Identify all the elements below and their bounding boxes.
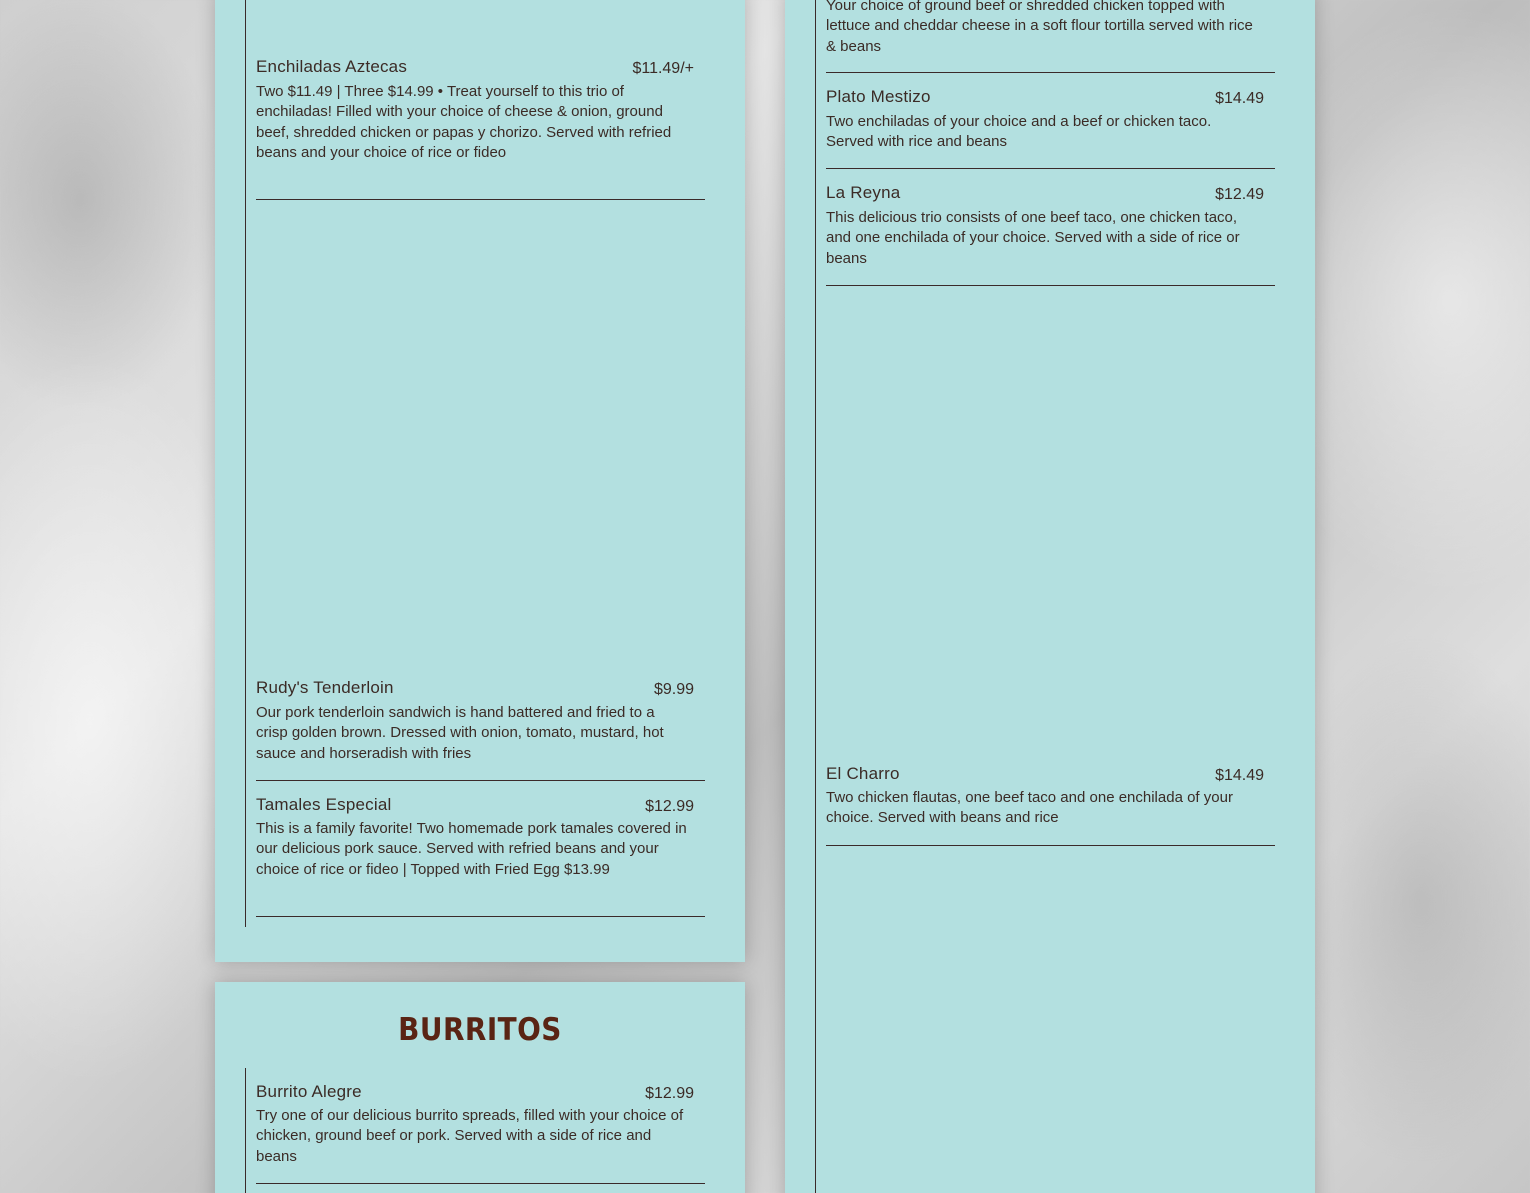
item-divider <box>826 72 1275 73</box>
item-divider <box>256 780 705 781</box>
menu-item-description: Two chicken flautas, one beef taco and one enchilada of your choice. Served with beans and rice <box>826 789 1233 827</box>
menu-item-price: $9.99 <box>653 681 694 698</box>
item-divider <box>826 845 1275 846</box>
menu-item-name: Rudy's Tenderloin <box>256 678 394 697</box>
menu-item-description: This delicious trio consists of one beef taco, one chicken taco, and one enchilada of your choice. Served with a side of rice or beans <box>826 209 1240 267</box>
menu-item-price: $12.99 <box>645 798 694 815</box>
menu-item-price: $14.49 <box>1215 90 1264 107</box>
menu-item-name: Plato Mestizo <box>826 87 931 106</box>
item-divider <box>826 285 1275 286</box>
item-divider <box>256 916 705 917</box>
item-divider <box>256 199 705 200</box>
menu-item-description: Two enchiladas of your choice and a beef or chicken taco. Served with rice and beans <box>826 113 1212 151</box>
menu-item-price: $14.49 <box>1215 767 1264 784</box>
vertical-rule <box>245 0 246 927</box>
menu-item-description: Two $11.49 | Three $14.99 • Treat yourself to this trio of enchiladas! Filled with your choice of cheese & onion, ground beef, shredded chicken or papas y chorizo. Served with refried beans and your choice of rice or fideo <box>256 83 672 161</box>
vertical-rule <box>245 1068 246 1193</box>
menu-item-name: Enchiladas Aztecas <box>256 57 408 76</box>
item-divider <box>826 168 1275 169</box>
menu-item-name: El Charro <box>826 764 900 783</box>
menu-item-name: Burrito Alegre <box>256 1082 362 1101</box>
section-title-burritos: BURRITOS <box>398 1012 562 1048</box>
vertical-rule <box>815 0 816 1193</box>
menu-panel-right <box>785 0 1315 1193</box>
menu-item-description: This is a family favorite! Two homemade pork tamales covered in our delicious pork sauce. Served with refried beans and your choice of rice or fideo | Topped with Fried Egg $13.99 <box>256 820 687 878</box>
menu-item-description: Your choice of ground beef or shredded chicken topped with lettuce and cheddar cheese in a soft flour tortilla served with rice & beans <box>826 0 1253 55</box>
menu-item-name: La Reyna <box>826 183 901 202</box>
menu-item-description: Our pork tenderloin sandwich is hand battered and fried to a crisp golden brown. Dressed with onion, tomato, mustard, hot sauce and horseradish with fries <box>256 704 664 762</box>
menu-item-description: Try one of our delicious burrito spreads, filled with your choice of chicken, ground beef or pork. Served with a side of rice and beans <box>256 1107 684 1165</box>
menu-item-name: Tamales Especial <box>256 795 392 814</box>
menu-item-price: $11.49/+ <box>632 60 694 77</box>
menu-item-price: $12.99 <box>645 1085 694 1102</box>
item-divider <box>256 1183 705 1184</box>
menu-item-price: $12.49 <box>1215 186 1264 203</box>
